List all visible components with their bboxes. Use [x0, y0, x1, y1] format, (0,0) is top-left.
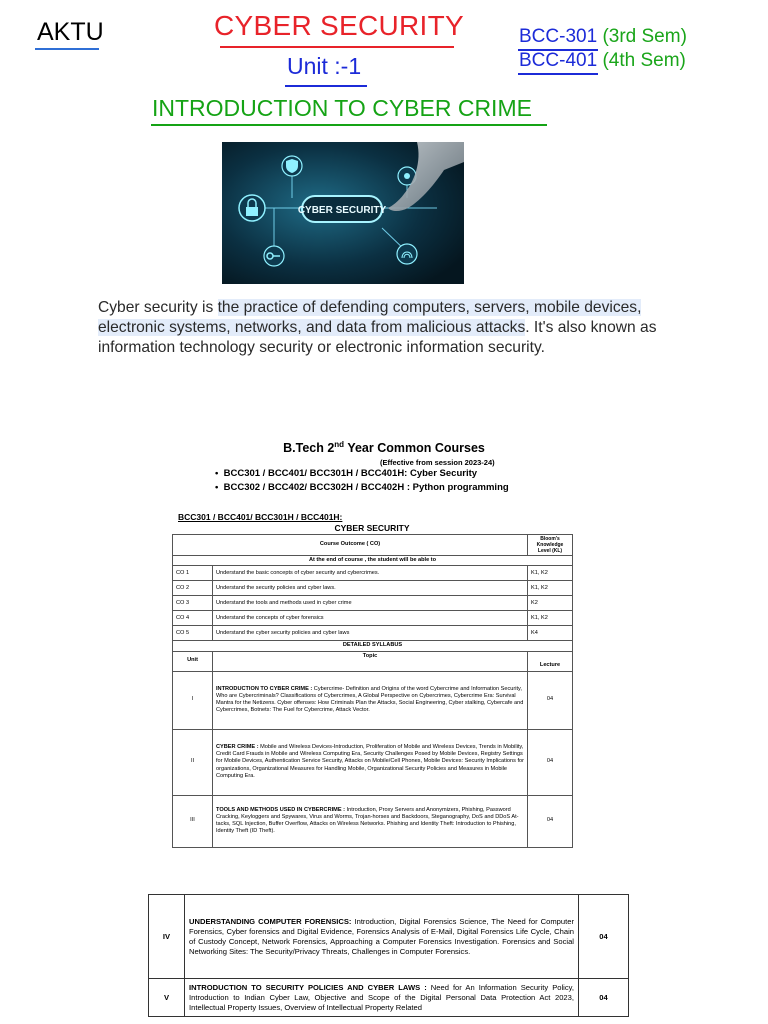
unit-text: Mobile and Wireless Devices-Introduction, Proliferation of Mobile and Wireless Devices, Trends in Mobility, Credit Card Frauds in Mobile and Wireless Computing Era, Security Challenges Posed by Mobile Devices, Registry Settings for Mobile Devices, Authentication Service Security, Attacks on Mobile/Cell Phones, Mobile Devices: Security Implications for organizations, Organizational Measures for Handling Mobile, Organizational Security Policies and Measures in Mobile Computing Era. [216, 743, 524, 780]
unit-title: CYBER CRIME : [216, 743, 259, 750]
aktu-underline [35, 48, 99, 50]
co-text: Understand the basic concepts of cyber security and cybercrimes. [213, 566, 528, 581]
hero-label: CYBER SECURITY [297, 205, 387, 216]
definition-paragraph [98, 298, 658, 358]
shield-icon [282, 156, 302, 176]
course-code: BCC-401 [519, 50, 598, 71]
table-row [173, 626, 573, 641]
table-row [173, 729, 573, 795]
table-row [149, 979, 629, 1017]
unit-lecture: 04 [528, 795, 573, 847]
chapter-title: INTRODUCTION TO CYBER CRIME [152, 95, 532, 121]
co-kl: K1, K2 [528, 566, 573, 581]
table-row [173, 535, 573, 556]
codes-line: BCC301 / BCC401/ BCC301H / BCC401H: [178, 512, 343, 522]
co-kl: K1, K2 [528, 581, 573, 596]
heading-sup: nd [334, 440, 345, 449]
co-text: Understand the security policies and cyber laws. [213, 581, 528, 596]
hero-illustration [222, 142, 464, 284]
table-row [173, 556, 573, 566]
unit-topic [185, 979, 579, 1017]
unit-lecture: 04 [528, 671, 573, 729]
definition-tail: . It's also known as information technology security or electronic information security. [98, 319, 657, 356]
unit-number: IV [149, 895, 185, 979]
lock-icon [239, 195, 265, 221]
unit-topic [213, 671, 528, 729]
unit-topic [213, 729, 528, 795]
title-underline [220, 46, 454, 48]
course-bullet: • BCC301 / BCC401/ BCC301H / BCC401H: Cyber Security [215, 468, 478, 479]
course-code-1 [519, 26, 687, 48]
unit-lecture: 04 [579, 895, 629, 979]
co-text: Understand the cyber security policies and cyber laws [213, 626, 528, 641]
bullet-text: BCC302 / BCC402/ BCC302H / BCC402H : Python programming [223, 482, 509, 493]
co-id: CO 1 [173, 566, 213, 581]
co-kl: K1, K2 [528, 611, 573, 626]
table-row [173, 611, 573, 626]
page-title: CYBER SECURITY [214, 10, 465, 41]
definition-lead: Cyber security is [98, 299, 218, 316]
course-bullet: • BCC302 / BCC402/ BCC302H / BCC402H : Python programming [215, 482, 509, 493]
unit-underline [285, 85, 367, 87]
syllabus-heading [0, 440, 768, 455]
course-code-2-underline [518, 73, 598, 75]
course-code: BCC-301 [519, 26, 598, 47]
co-text: Understand the concepts of cyber forensics [213, 611, 528, 626]
table-row [173, 566, 573, 581]
unit-topic [185, 895, 579, 979]
key-icon [264, 246, 284, 266]
table-row [173, 651, 573, 671]
co-id: CO 5 [173, 626, 213, 641]
course-code-2 [519, 50, 686, 72]
co-id: CO 4 [173, 611, 213, 626]
kl-header: Bloom's Knowledge Level (KL) [528, 535, 573, 556]
unit-text: Introduction, Digital Forensics Science, The Need for Computer Forensics, Cyber forensics and Digital Evidence, Forensics Analysis of E-Mail, Digital Forensics Life Cycle, Chain of Custody Concept, Network Forensics, Approaching a Computer Forensics Investigation. Forensics and Social Networking Sites: The Security/Privacy Threats, Challenges in Computer Forensics. [189, 916, 574, 956]
effective-session: (Effective from session 2023-24) [380, 458, 495, 467]
unit-number: II [173, 729, 213, 795]
unit-number: III [173, 795, 213, 847]
table-row [173, 596, 573, 611]
unit-text: Cybercrime- Definition and Origins of the word Cybercrime and Information Security, Who are Cybercriminals? Classifications of Cybercrimes, A Global Perspective on Cybercrimes, Cybercrime Era: Survival Mantra for the Netizens. Cyber offenses: How Criminals Plan the Attacks, Social Engineering, Cyber stalking, Cybercafe and Cybercrimes, Botnets: The Fuel for Cybercrime, Attack Vector. [216, 685, 524, 714]
semester-label: (4th Sem) [602, 50, 686, 71]
unit-number: V [149, 979, 185, 1017]
table-row [173, 671, 573, 729]
bullet-text: BCC301 / BCC401/ BCC301H / BCC401H: Cyber Security [223, 468, 478, 479]
syllabus-table-continued [148, 894, 628, 1017]
co-id: CO 2 [173, 581, 213, 596]
unit-number: I [173, 671, 213, 729]
semester-label: (3rd Sem) [602, 26, 687, 47]
co-header: Course Outcome ( CO) [173, 535, 528, 556]
col-lecture: Lecture [528, 651, 573, 671]
aktu-label: AKTU [37, 18, 104, 46]
detailed-syllabus: DETAILED SYLLABUS [173, 641, 573, 651]
unit-text: Introduction, Proxy Servers and Anonymizers, Phishing, Password Cracking, Keyloggers and Spywares, Virus and Worms, Trojan-horses and Backdoors, Steganography, DoS and DDoS At-tacks, SQL Injection, Buffer Overflow, Attacks on Wireless Networks. Phishing and Identity Theft: Introduction to Phishing, Identity Theft (ID Theft). [216, 806, 519, 835]
fingerprint-icon [397, 244, 417, 264]
unit-label: Unit :-1 [287, 53, 362, 79]
cyber-security-hero-image [222, 142, 464, 284]
co-text: Understand the tools and methods used in cyber crime [213, 596, 528, 611]
table-row [173, 795, 573, 847]
table-row [149, 895, 629, 979]
co-id: CO 3 [173, 596, 213, 611]
col-unit: Unit [173, 651, 213, 671]
end-of-course: At the end of course , the student will be able to [173, 556, 573, 566]
unit-title: INTRODUCTION TO SECURITY POLICIES AND CYBER LAWS : [189, 982, 427, 992]
course-title: CYBER SECURITY [334, 523, 410, 533]
definition-highlight: the practice of defending computers, servers, mobile devices, electronic systems, networks, and data from malicious attacks [98, 299, 642, 336]
unit-title: INTRODUCTION TO CYBER CRIME : [216, 685, 313, 692]
unit-title: UNDERSTANDING COMPUTER FORENSICS: [189, 916, 352, 926]
chapter-underline [151, 124, 547, 126]
co-kl: K2 [528, 596, 573, 611]
col-topic: Topic [213, 651, 528, 671]
unit-lecture: 04 [528, 729, 573, 795]
heading-post: Year Common Courses [344, 441, 485, 456]
unit-topic [213, 795, 528, 847]
unit-title: TOOLS AND METHODS USED IN CYBERCRIME : [216, 806, 345, 813]
table-row [173, 641, 573, 651]
table-row [173, 581, 573, 596]
unit-text: Need for An Information Security Policy, Introduction to Indian Cyber Law, Objective and Scope of the Digital Personal Data Protection Act 2023, Intellectual Property Issues, Overview of Intellectual Property Related [189, 982, 575, 1012]
unit-lecture: 04 [579, 979, 629, 1017]
syllabus-table [172, 500, 572, 848]
heading-pre: B.Tech 2 [283, 441, 335, 456]
co-kl: K4 [528, 626, 573, 641]
